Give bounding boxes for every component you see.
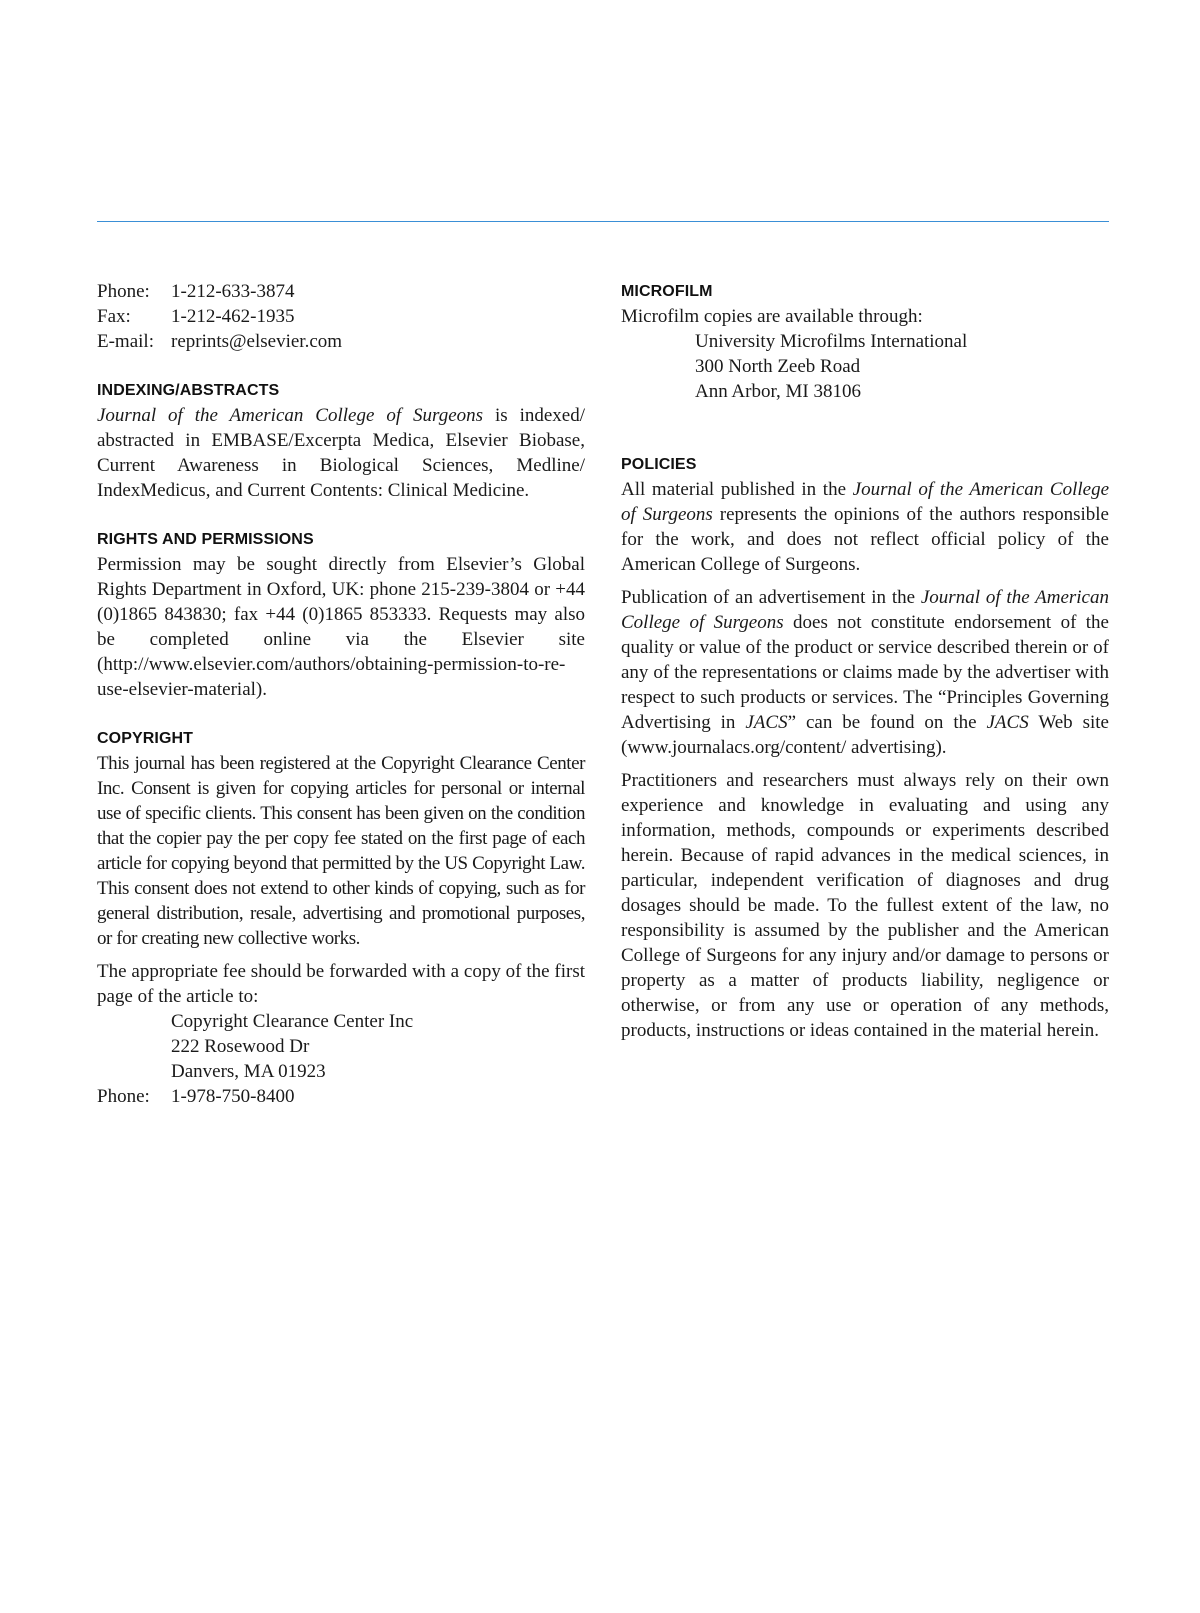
address-line: Ann Arbor, MI 38106 — [695, 381, 862, 402]
contact-value: 1-978-750-8400 — [171, 1086, 295, 1107]
indexing-body: is indexed/ abstracted in EMBASE/Excerpta Medica, Elsevier Biobase, Current Awareness in Biological Sciences, Medline/ IndexMedicus, and Current Contents: Clinical Medicine. — [97, 405, 585, 501]
text-run: Web site (www.journalacs.org/content/ advertising). — [621, 712, 1109, 758]
address-line: University Microfilms International — [695, 331, 968, 352]
address-line: Danvers, MA 01923 — [171, 1061, 326, 1082]
rights-section — [97, 527, 585, 702]
rights-heading: RIGHTS AND PERMISSIONS — [97, 531, 314, 548]
microfilm-heading: MICROFILM — [621, 283, 713, 300]
contact-phone — [97, 279, 585, 304]
policies-heading: POLICIES — [621, 456, 697, 473]
contact-value: 1-212-633-3874 — [171, 281, 295, 302]
rights-text: Permission may be sought directly from Elsevier’s Global Rights Department in Oxford, UK: phone 215-239-3804 or +44 (0)1865 843830; fax +44 (0)1865 853333. Requests may also be completed online via the Elsevier site (http://www.elsevier.com/authors/obtaining-permission-to-re-use-elsevier-material). — [97, 554, 585, 700]
text-run: does not constitute endorsement of the quality or value of the product or service described therein or of any of the representations or claims made by the advertiser with respect to such products or services. The “Principles Governing Advertising in — [621, 612, 1109, 733]
indexing-section — [97, 378, 585, 503]
indexing-text — [97, 403, 585, 503]
contact-label: Phone: — [97, 1086, 150, 1107]
text-run: All material published in the — [621, 479, 853, 500]
right-column — [621, 279, 1109, 1043]
contact-label: E-mail: — [97, 331, 154, 352]
indexing-heading: INDEXING/ABSTRACTS — [97, 382, 280, 399]
text-run: represents the opinions of the authors responsible for the work, and does not reflect official policy of the American College of Surgeons. — [621, 504, 1109, 575]
contact-email — [97, 329, 585, 354]
microfilm-text: Microfilm copies are available through: — [621, 306, 923, 327]
journal-name: Journal of the American College of Surgeons — [97, 405, 484, 426]
contact-value: 1-212-462-1935 — [171, 306, 295, 327]
copyright-heading: COPYRIGHT — [97, 730, 194, 747]
address-line: 300 North Zeeb Road — [695, 356, 861, 377]
copyright-section — [97, 726, 585, 1109]
jacs-abbrev: JACS — [745, 712, 788, 733]
policies-paragraph-2 — [621, 585, 1109, 760]
copyright-paragraph-2: The appropriate fee should be forwarded with a copy of the first page of the article to: — [97, 961, 585, 1007]
contact-fax — [97, 304, 585, 329]
policies-section — [621, 452, 1109, 1043]
journal-name: Journal of the American College of Surgeons — [621, 587, 1109, 633]
text-run: ” can be found on the — [787, 712, 987, 733]
text-run: Publication of an advertisement in the — [621, 587, 921, 608]
journal-name: Journal of the American College of Surgeons — [621, 479, 1109, 525]
jacs-abbrev: JACS — [986, 712, 1029, 733]
left-column — [97, 279, 585, 1109]
contact-label: Fax: — [97, 306, 131, 327]
microfilm-section — [621, 279, 1109, 404]
address-line: 222 Rosewood Dr — [171, 1036, 310, 1057]
copyright-paragraph-1: This journal has been registered at the Copyright Clearance Center Inc. Consent is given for copying articles for personal or internal use of specific clients. This consent has been given on the condition that the copier pay the per copy fee stated on the first page of each article for copying beyond that permitted by the US Copyright Law. This consent does not extend to other kinds of copying, such as for general distribution, resale, advertising and promotional purposes, or for creating new collective works. — [97, 753, 585, 949]
copyright-phone — [97, 1084, 585, 1109]
policies-paragraph-1 — [621, 477, 1109, 577]
contact-block — [97, 279, 585, 354]
policies-paragraph-3: Practitioners and researchers must always rely on their own experience and knowledge in evaluating and using any information, methods, compounds or experiments described herein. Because of rapid advances in the medical sciences, in particular, independent verification of diagnoses and drug dosages should be made. To the fullest extent of the law, no responsibility is assumed by the publisher and the American College of Surgeons for any injury and/or damage to persons or property as a matter of products liability, negligence or otherwise, or from any use or operation of any methods, products, instructions or ideas contained in the material herein. — [621, 770, 1109, 1041]
top-divider-rule — [97, 221, 1109, 222]
contact-label: Phone: — [97, 281, 150, 302]
address-line: Copyright Clearance Center Inc — [171, 1011, 414, 1032]
contact-value-email[interactable]: reprints@elsevier.com — [171, 331, 343, 352]
